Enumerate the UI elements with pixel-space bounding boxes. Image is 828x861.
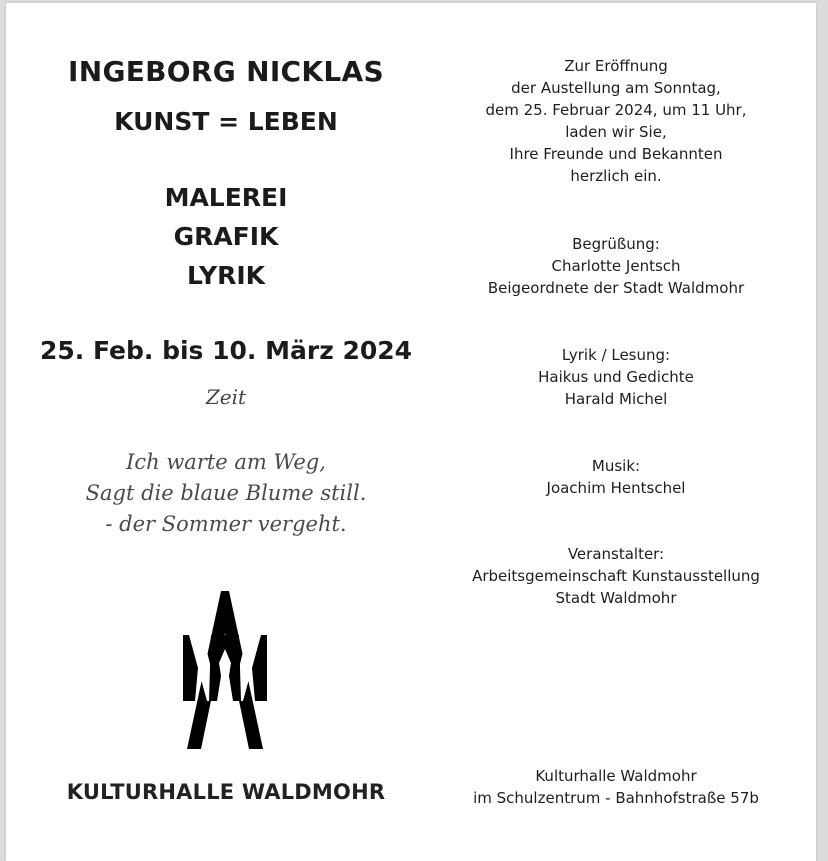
- exhibition-subtitle: KUNST = LEBEN: [114, 107, 338, 136]
- discipline-painting: MALEREI: [164, 183, 288, 212]
- organizer-section: [426, 543, 806, 609]
- invitation-line: der Austellung am Sonntag,: [511, 79, 721, 97]
- music-label: Musik:: [591, 457, 641, 475]
- discipline-poetry: LYRIK: [186, 261, 266, 290]
- greeting-section: [426, 233, 806, 299]
- venue-line: im Schulzentrum - Bahnhofstraße 57b: [473, 789, 759, 807]
- organizer-line: Arbeitsgemeinschaft Kunstausstellung: [472, 567, 760, 585]
- poem-title: Zeit: [205, 385, 247, 409]
- poem-line: - der Sommer vergeht.: [105, 512, 347, 536]
- poem-line: Sagt die blaue Blume still.: [85, 481, 367, 505]
- left-column: [6, 3, 446, 861]
- reading-line: Harald Michel: [564, 390, 668, 408]
- reading-label: Lyrik / Lesung:: [561, 346, 671, 364]
- organizer-label: Veranstalter:: [567, 545, 665, 563]
- right-column: [426, 3, 806, 861]
- logo-text: KULTURHALLE WALDMOHR: [66, 780, 386, 804]
- venue-section: [426, 765, 806, 809]
- organizer-line: Stadt Waldmohr: [555, 589, 677, 607]
- invitation-page: [6, 3, 816, 861]
- invitation-line: laden wir Sie,: [565, 123, 667, 141]
- haiku-poem: [6, 447, 446, 540]
- invitation-line: Zur Eröffnung: [564, 57, 668, 75]
- greeting-line: Beigeordnete der Stadt Waldmohr: [487, 279, 745, 297]
- venue-line: Kulturhalle Waldmohr: [535, 767, 697, 785]
- artist-name: INGEBORG NICKLAS: [68, 55, 384, 88]
- reading-line: Haikus und Gedichte: [538, 368, 694, 386]
- invitation-line: herzlich ein.: [570, 167, 662, 185]
- invitation-line: dem 25. Februar 2024, um 11 Uhr,: [485, 101, 747, 119]
- invitation-line: Ihre Freunde und Bekannten: [509, 145, 723, 163]
- music-line: Joachim Hentschel: [546, 479, 686, 497]
- exhibition-dates: 25. Feb. bis 10. März 2024: [39, 336, 413, 365]
- reading-section: [426, 344, 806, 410]
- greeting-line: Charlotte Jentsch: [551, 257, 681, 275]
- invitation-text: [426, 55, 806, 187]
- discipline-graphics: GRAFIK: [173, 222, 279, 251]
- poem-line: Ich warte am Weg,: [126, 450, 326, 474]
- music-section: [426, 455, 806, 499]
- greeting-label: Begrüßung:: [572, 235, 660, 253]
- kulturhalle-logo-icon: [179, 591, 271, 749]
